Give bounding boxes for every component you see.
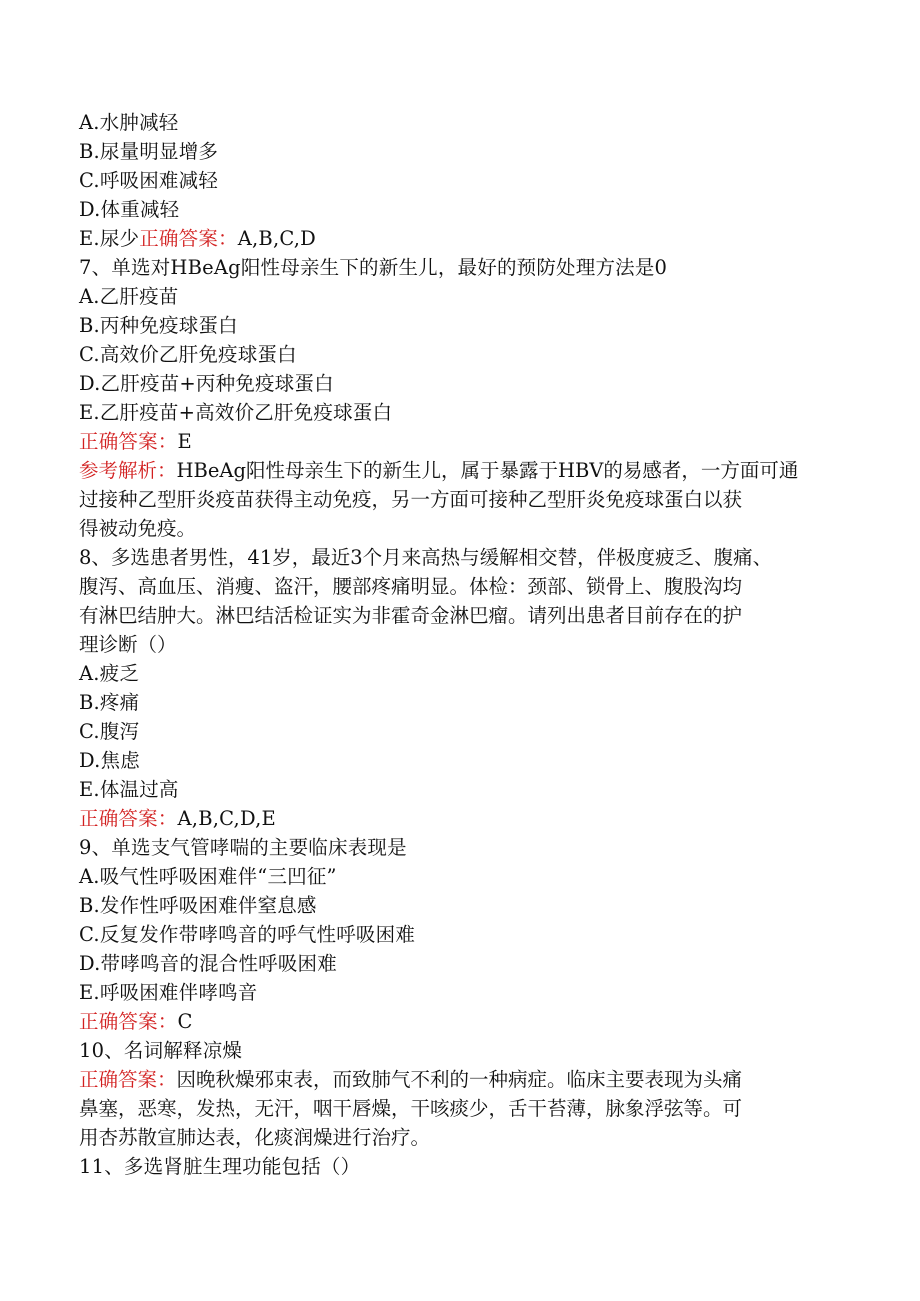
q7-answer-line: [79, 427, 192, 456]
q9-option-d: D.带哮鸣音的混合性呼吸困难: [79, 952, 337, 975]
q7-analysis-line-1: [79, 456, 831, 485]
q7-option-d: D.乙肝疫苗+丙种免疫球蛋白: [79, 372, 334, 395]
q10-answer-line-2: 鼻塞，恶寒，发热，无汗，咽干唇燥，干咳痰少，舌干苔薄，脉象浮弦等。可: [79, 1097, 743, 1120]
q7-answer-label: 正确答案：: [79, 430, 178, 453]
q6-option-b: B.尿量明显增多: [79, 140, 219, 163]
q8-option-e: E.体温过高: [79, 778, 179, 801]
q7-option-c: C.高效价乙肝免疫球蛋白: [79, 343, 297, 366]
q6-answer-value: A,B,C,D: [237, 227, 317, 250]
q9-option-b: B.发作性呼吸困难伴窒息感: [79, 894, 317, 917]
q7-analysis-text-1: HBeAg阳性母亲生下的新生儿，属于暴露于HBV的易感者，一方面可通: [176, 459, 799, 482]
q7-analysis: [79, 456, 831, 543]
q7-analysis-line-3: 得被动免疫。: [79, 517, 197, 540]
q8-option-b: B.疼痛: [79, 691, 140, 714]
q7-option-e: E.乙肝疫苗+高效价乙肝免疫球蛋白: [79, 401, 393, 424]
q9-stem: 9、单选支气管哮喘的主要临床表现是: [79, 836, 407, 859]
q8-stem: [79, 543, 831, 659]
q9-answer-value: C: [177, 1010, 193, 1033]
q9-option-a: A.吸气性呼吸困难伴“三凹征”: [79, 865, 337, 888]
q7-option-b: B.丙种免疫球蛋白: [79, 314, 238, 337]
q8-stem-line-1: 8、多选患者男性，41岁，最近3个月来高热与缓解相交替，伴极度疲乏、腹痛、: [79, 546, 773, 569]
q11-stem: 11、多选肾脏生理功能包括（）: [79, 1155, 361, 1178]
q10-answer-text-1: 因晚秋燥邪束表，而致肺气不利的一种病症。临床主要表现为头痛: [176, 1068, 743, 1091]
q10-answer-line-3: 用杏苏散宣肺达表，化痰润燥进行治疗。: [79, 1126, 431, 1149]
q6-option-d: D.体重减轻: [79, 198, 180, 221]
q9-answer-line: [79, 1007, 193, 1036]
q8-option-c: C.腹泻: [79, 720, 140, 743]
q7-stem: 7、单选对HBeAg阳性母亲生下的新生儿，最好的预防处理方法是0: [79, 256, 668, 279]
q6-option-e-line: [79, 224, 316, 253]
q7-analysis-label: 参考解析：: [79, 459, 177, 482]
q9-answer-label: 正确答案：: [79, 1010, 178, 1033]
q8-stem-line-3: 有淋巴结肿大。淋巴结活检证实为非霍奇金淋巴瘤。请列出患者目前存在的护: [79, 604, 743, 627]
q9-option-c: C.反复发作带哮鸣音的呼气性呼吸困难: [79, 923, 416, 946]
q10-answer: [79, 1065, 831, 1152]
q8-answer-label: 正确答案：: [79, 807, 178, 830]
q7-option-a: A.乙肝疫苗: [79, 285, 179, 308]
q6-option-c: C.呼吸困难减轻: [79, 169, 219, 192]
q10-answer-label: 正确答案：: [79, 1068, 177, 1091]
q7-answer-value: E: [177, 430, 192, 453]
q8-stem-line-2: 腹泻、高血压、消瘦、盗汗，腰部疼痛明显。体检：颈部、锁骨上、腹股沟均: [79, 575, 743, 598]
q10-stem: 10、名词解释凉燥: [79, 1039, 243, 1062]
q8-option-a: A.疲乏: [79, 662, 140, 685]
q8-answer-value: A,B,C,D,E: [177, 807, 276, 830]
q6-option-a: A.水肿减轻: [79, 111, 179, 134]
q8-option-d: D.焦虑: [79, 749, 140, 772]
q6-option-e: E.尿少: [79, 227, 140, 250]
q10-answer-line-1: [79, 1065, 831, 1094]
q8-answer-line: [79, 804, 276, 833]
q6-answer-label: 正确答案：: [139, 227, 238, 250]
q9-option-e: E.呼吸困难伴哮鸣音: [79, 981, 258, 1004]
q7-analysis-line-2: 过接种乙型肝炎疫苗获得主动免疫，另一方面可接种乙型肝炎免疫球蛋白以获: [79, 488, 743, 511]
q8-stem-line-4: 理诊断（）: [79, 633, 177, 656]
